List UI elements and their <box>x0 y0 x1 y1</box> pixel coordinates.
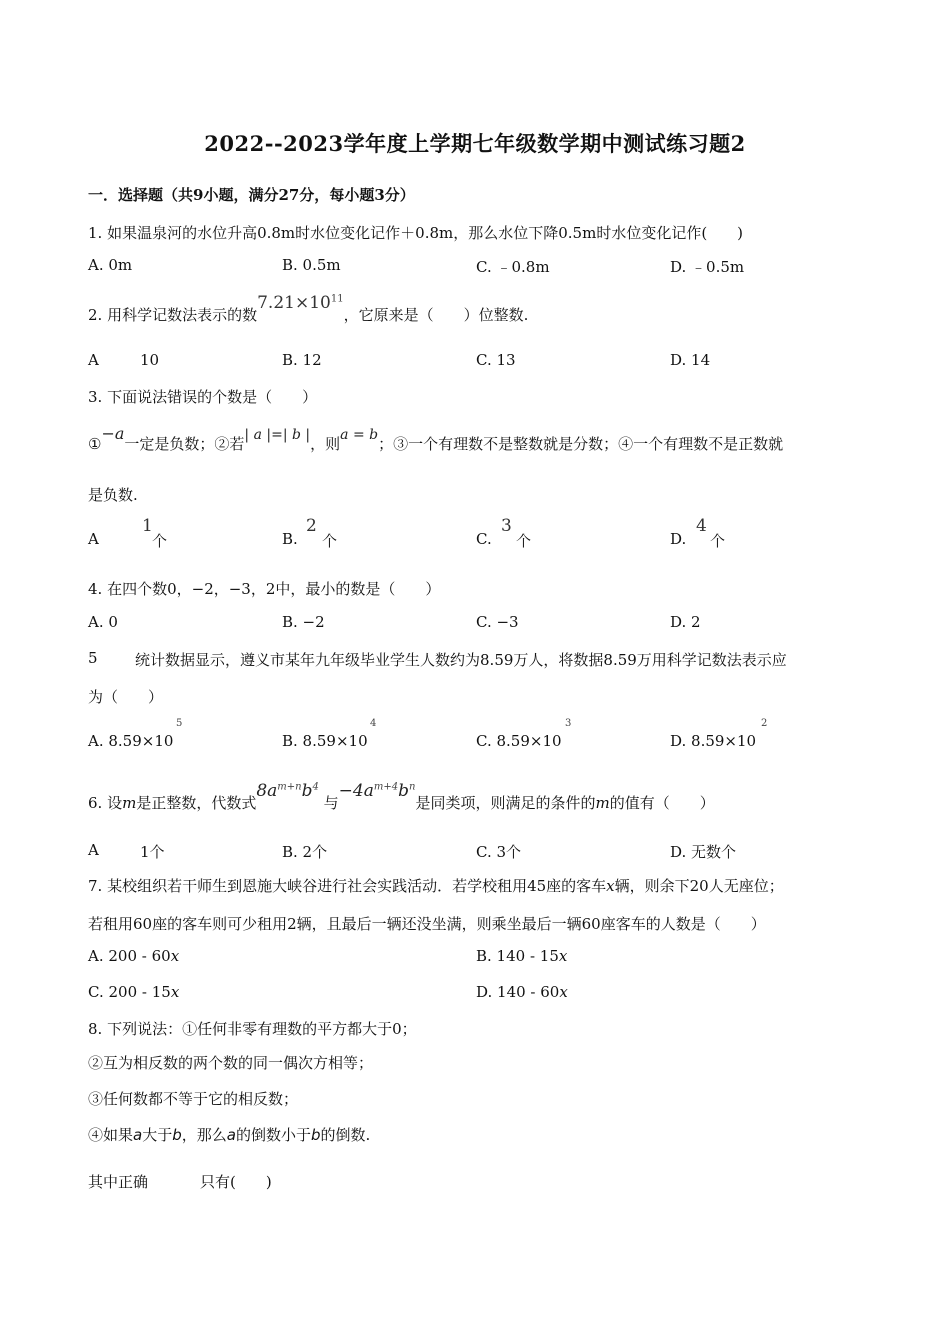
q3-option-c-label: C. <box>476 530 492 548</box>
question-3: 3. 下面说法错误的个数是（ ） <box>88 388 318 406</box>
q7-option-d-text: D. 140 - 60 <box>476 983 560 1001</box>
q6-option-d: D. 无数个 <box>670 843 737 861</box>
q8-var-a: a <box>133 1126 143 1144</box>
q7-option-a-text: A. 200 - 60 <box>88 947 171 965</box>
q8-var-b-2: b <box>311 1126 321 1144</box>
q2-prefix: 2. 用科学记数法表示的数 <box>88 306 258 324</box>
q5-option-a: A. 8.59×10 <box>88 732 174 750</box>
q6-suffix: 的值有（ ） <box>609 794 715 812</box>
q4-option-b: B. −2 <box>282 613 325 631</box>
q3-statement-line <box>88 424 784 454</box>
q8-conclusion-label: 其中正确 <box>88 1173 149 1191</box>
q3-text-3: ；③一个有理数不是整数就是分数；④一个有理数不是正数就 <box>378 435 784 453</box>
q8-var-b: b <box>172 1126 182 1144</box>
q1-option-b: B. 0.5m <box>282 256 341 274</box>
q3-option-d-unit: 个 <box>710 532 726 550</box>
q8-conclusion-answer: 只有( ) <box>200 1173 272 1191</box>
q3-text-1: 一定是负数；②若 <box>124 435 245 453</box>
q7-option-c-x: x <box>170 983 180 1001</box>
q5-option-d-exponent: 2 <box>761 718 768 729</box>
q6-var-m: m <box>122 794 137 812</box>
question-6 <box>88 781 715 813</box>
q1-option-a: A. 0m <box>88 256 133 274</box>
q2-option-a-label: A <box>88 351 99 369</box>
q3-option-c-unit: 个 <box>516 532 532 550</box>
q4-option-c: C. −3 <box>476 613 519 631</box>
q2-suffix: ，它原来是（ ）位整数. <box>343 306 529 324</box>
q7-option-b-x: x <box>558 947 568 965</box>
q3-option-a-num: 1 <box>142 516 153 536</box>
q6-term-2-exp: m+4 <box>373 781 399 793</box>
q2-formula <box>257 293 343 313</box>
q8-s4-text-3: ，那么 <box>181 1126 227 1144</box>
q3-option-a-label: A <box>88 530 99 548</box>
question-5-number: 5 <box>88 649 98 667</box>
question-5: 统计数据显示，遵义市某年九年级毕业学生人数约为8.59万人，将数据8.59万用科学记数法表示应 <box>135 651 787 669</box>
q7-option-c <box>88 983 179 1001</box>
q2-option-d: D. 14 <box>670 351 711 369</box>
q1-option-c: C. ﹣0.8m <box>476 258 550 276</box>
question-7 <box>88 875 784 896</box>
q3-option-d-num: 4 <box>696 516 707 536</box>
q5-option-c-exponent: 3 <box>565 718 572 729</box>
q3-option-a-unit: 个 <box>152 532 168 550</box>
q6-option-b: B. 2个 <box>282 843 328 861</box>
q7-option-b-text: B. 140 - 15 <box>476 947 559 965</box>
q3-option-d-label: D. <box>670 530 687 548</box>
question-8: 8. 下列说法：①任何非零有理数的平方都大于0； <box>88 1020 417 1038</box>
q6-term-1-bexp: 4 <box>312 781 319 793</box>
q4-option-d: D. 2 <box>670 613 701 631</box>
q6-var-m-2: m <box>595 794 610 812</box>
section-heading: 一．选择题（共9小题，满分27分，每小题3分） <box>88 186 415 204</box>
q8-s4-text-5: 的倒数. <box>320 1126 371 1144</box>
q3-option-c-num: 3 <box>501 516 512 536</box>
q8-s4-text-1: ④如果 <box>88 1126 134 1144</box>
question-5-line-2: 为（ ） <box>88 688 164 706</box>
question-4: 4. 在四个数0，−2，−3，2中，最小的数是（ ） <box>88 580 441 598</box>
q6-option-a-label: A <box>88 841 99 859</box>
q6-text-3: 是同类项，则满足的条件的 <box>415 794 596 812</box>
q6-term-1-exp: m+n <box>277 781 302 793</box>
q8-statement-3: ③任何数都不等于它的相反数； <box>88 1090 299 1108</box>
q7-option-d-x: x <box>559 983 568 1001</box>
q6-text-2: 与 <box>323 794 339 812</box>
q7-option-c-text: C. 200 - 15 <box>88 983 171 1001</box>
question-7-line-2: 若租用60座的客车则可少租用2辆，且最后一辆还没坐满，则乘坐最后一辆60座客车的人数是（ ） <box>88 915 766 933</box>
q8-s4-text-2: 大于 <box>142 1126 173 1144</box>
page-title: 2022--2023学年度上学期七年级数学期中测试练习题2 <box>204 131 746 156</box>
q2-option-c: C. 13 <box>476 351 516 369</box>
q7-option-a <box>88 947 179 965</box>
q3-option-b-num: 2 <box>306 516 317 536</box>
q6-term-2-b: b <box>398 781 409 801</box>
q7-var-x: x <box>606 877 615 895</box>
q5-option-d: D. 8.59×10 <box>670 732 757 750</box>
q3-math-a-eq-b: a = b <box>340 427 379 443</box>
q6-option-a-value: 1个 <box>140 843 165 861</box>
q3-math-neg-a: −a <box>101 424 125 443</box>
q8-var-a-2: a <box>226 1126 236 1144</box>
q3-text-2: ，则 <box>310 435 341 453</box>
circle-1-marker: ① <box>88 435 102 453</box>
q7-text-1b: 辆，则余下20人无座位； <box>614 877 784 895</box>
q2-option-b: B. 12 <box>282 351 322 369</box>
q5-option-a-exponent: 5 <box>176 718 183 729</box>
q8-s4-text-4: 的倒数小于 <box>235 1126 311 1144</box>
q6-term-1-coef: 8a <box>256 781 278 801</box>
q7-option-b <box>476 947 567 965</box>
q7-text-1a: 7. 某校组织若干师生到恩施大峡谷进行社会实践活动．若学校租用45座的客车 <box>88 877 607 895</box>
q7-option-a-x: x <box>170 947 180 965</box>
q2-formula-exponent: 11 <box>330 293 344 305</box>
q6-prefix: 6. 设 <box>88 794 123 812</box>
q5-option-b: B. 8.59×10 <box>282 732 368 750</box>
q2-option-a-value: 10 <box>140 351 160 369</box>
q2-formula-base: 7.21×10 <box>257 293 331 313</box>
q5-option-b-exponent: 4 <box>370 718 377 729</box>
q6-term-1-b: b <box>301 781 313 801</box>
q6-term-2-coef: −4a <box>338 781 374 801</box>
q3-option-b-label: B. <box>282 530 298 548</box>
q6-text-1: 是正整数，代数式 <box>136 794 257 812</box>
q8-statement-2: ②互为相反数的两个数的同一偶次方相等； <box>88 1054 374 1072</box>
q5-option-c: C. 8.59×10 <box>476 732 562 750</box>
q4-option-a: A. 0 <box>88 613 118 631</box>
q3-math-abs: | a |=| b | <box>244 427 311 443</box>
q8-statement-4 <box>88 1124 370 1145</box>
q3-statement-line-2: 是负数. <box>88 486 138 504</box>
q6-term-2-bexp: n <box>409 781 416 793</box>
q3-option-b-unit: 个 <box>322 532 338 550</box>
q7-option-d <box>476 983 568 1001</box>
q6-term-2 <box>339 781 416 801</box>
q6-option-c: C. 3个 <box>476 843 522 861</box>
question-1: 1. 如果温泉河的水位升高0.8m时水位变化记作＋0.8m，那么水位下降0.5m时水位变化记作( ) <box>88 224 744 242</box>
q1-option-d: D. ﹣0.5m <box>670 258 745 276</box>
q6-term-1 <box>256 781 319 801</box>
